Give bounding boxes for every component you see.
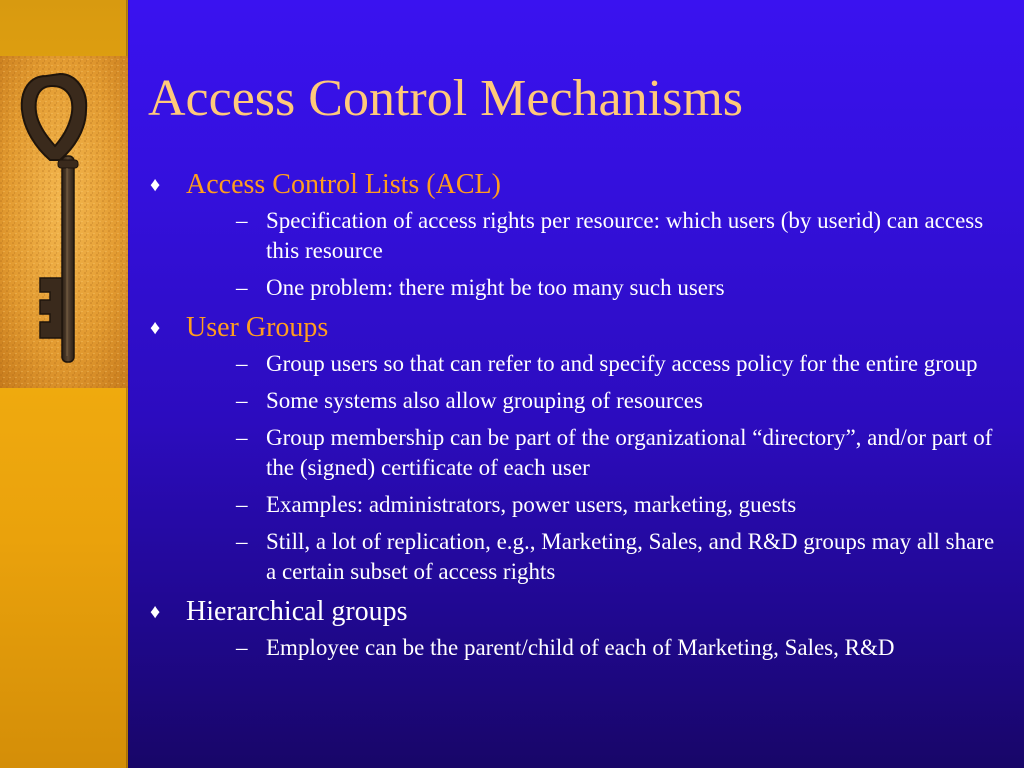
sub-bullet-text: Some systems also allow grouping of resources [266, 388, 703, 413]
sub-bullet-list [186, 206, 1010, 303]
sub-bullet [186, 386, 1010, 416]
sub-bullet [186, 273, 1010, 303]
bullet-heading: User Groups [186, 312, 329, 343]
dash-bullet-icon: – [236, 351, 248, 376]
sub-bullet-list [186, 633, 1010, 663]
diamond-bullet-icon: ♦ [150, 601, 161, 623]
sub-bullet [186, 490, 1010, 520]
sub-bullet [186, 527, 1010, 587]
dash-bullet-icon: – [236, 529, 248, 554]
bullet-acl [150, 168, 1010, 303]
dash-bullet-icon: – [236, 492, 248, 517]
sub-bullet-text: Group users so that can refer to and specify access policy for the entire group [266, 351, 978, 376]
sub-bullet-text: Examples: administrators, power users, marketing, guests [266, 492, 797, 517]
slide-title: Access Control Mechanisms [148, 70, 744, 127]
sub-bullet-text: Employee can be the parent/child of each of Marketing, Sales, R&D [266, 635, 895, 660]
bullet-heading: Access Control Lists (ACL) [186, 169, 501, 200]
sub-bullet-list [186, 349, 1010, 587]
sub-bullet [186, 206, 1010, 266]
dash-bullet-icon: – [236, 208, 248, 233]
sub-bullet [186, 633, 1010, 663]
diamond-bullet-icon: ♦ [150, 317, 161, 339]
dash-bullet-icon: – [236, 635, 248, 660]
dash-bullet-icon: – [236, 388, 248, 413]
sub-bullet [186, 423, 1010, 483]
skeleton-key-icon [0, 56, 128, 388]
sub-bullet-text: Specification of access rights per resource: which users (by userid) can access this resource [266, 208, 984, 263]
sub-bullet-text: Still, a lot of replication, e.g., Marketing, Sales, and R&D groups may all share a certain subset of access rights [266, 529, 995, 584]
bullet-list [150, 168, 1010, 670]
dash-bullet-icon: – [236, 425, 248, 450]
sub-bullet-text: Group membership can be part of the organizational “directory”, and/or part of the (signed) certificate of each user [266, 425, 993, 480]
bullet-hierarchical-groups [150, 595, 1010, 663]
sub-bullet-text: One problem: there might be too many such users [266, 275, 725, 300]
bullet-user-groups [150, 311, 1010, 587]
sub-bullet [186, 349, 1010, 379]
bullet-heading: Hierarchical groups [186, 596, 408, 627]
diamond-bullet-icon: ♦ [150, 174, 161, 196]
dash-bullet-icon: – [236, 275, 248, 300]
